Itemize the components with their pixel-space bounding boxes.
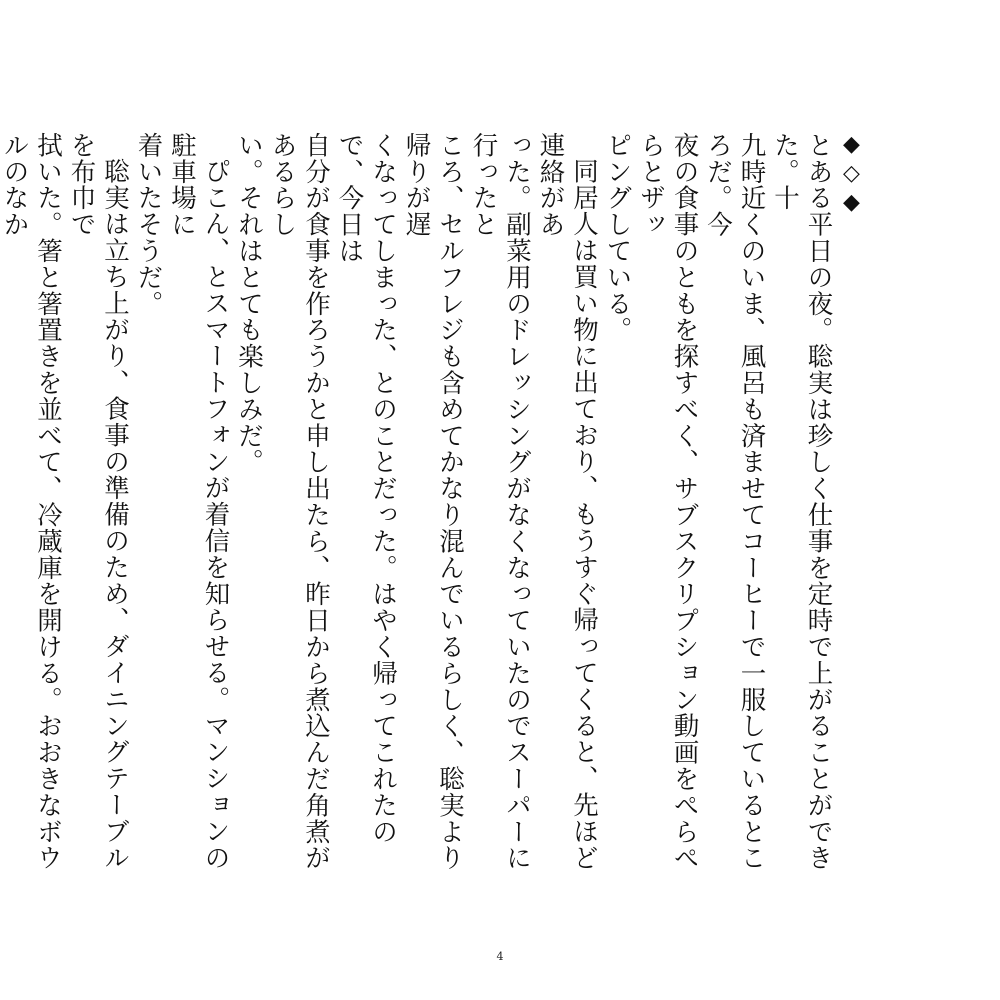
vertical-text-block — [0, 132, 868, 892]
paragraph-2: 同居人は買い物に出ており、もうすぐ帰ってくると、先ほど連絡があ った。副菜用のドレッシングがなくなっていたのでスーパーに行ったと ころ、セルフレジも含めてかなり混んでいるらしく、聡実より帰りが遅 くなってしまった、とのことだった。はやく帰ってこれたので、今日は 自分が食事を作ろうかと申し出たら、昨日から煮込んだ角煮があるらし い。それはとても楽しみだ。 — [234, 132, 599, 872]
paragraph-4: 聡実は立ち上がり、食事の準備のため、ダイニングテーブルを布巾で 拭いた。箸と箸置きを並べて、冷蔵庫を開ける。おおきなボウルのなか — [0, 132, 130, 872]
section-ornament: ◆◇◆ — [839, 132, 864, 219]
paragraph-1: とある平日の夜。聡実は珍しく仕事を定時で上がることができた。十 九時近くのいま、風呂も済ませてコーヒーで一服しているところだ。今 夜の食事のともを探すべく、サブスクリプション動画をぺらぺらとザッ ピングしている。 — [602, 132, 834, 872]
paragraph-3: ぴこん、とスマートフォンが着信を知らせる。マンションの駐車場に 着いたそうだ。 — [133, 132, 231, 871]
page-number: 4 — [496, 950, 504, 963]
